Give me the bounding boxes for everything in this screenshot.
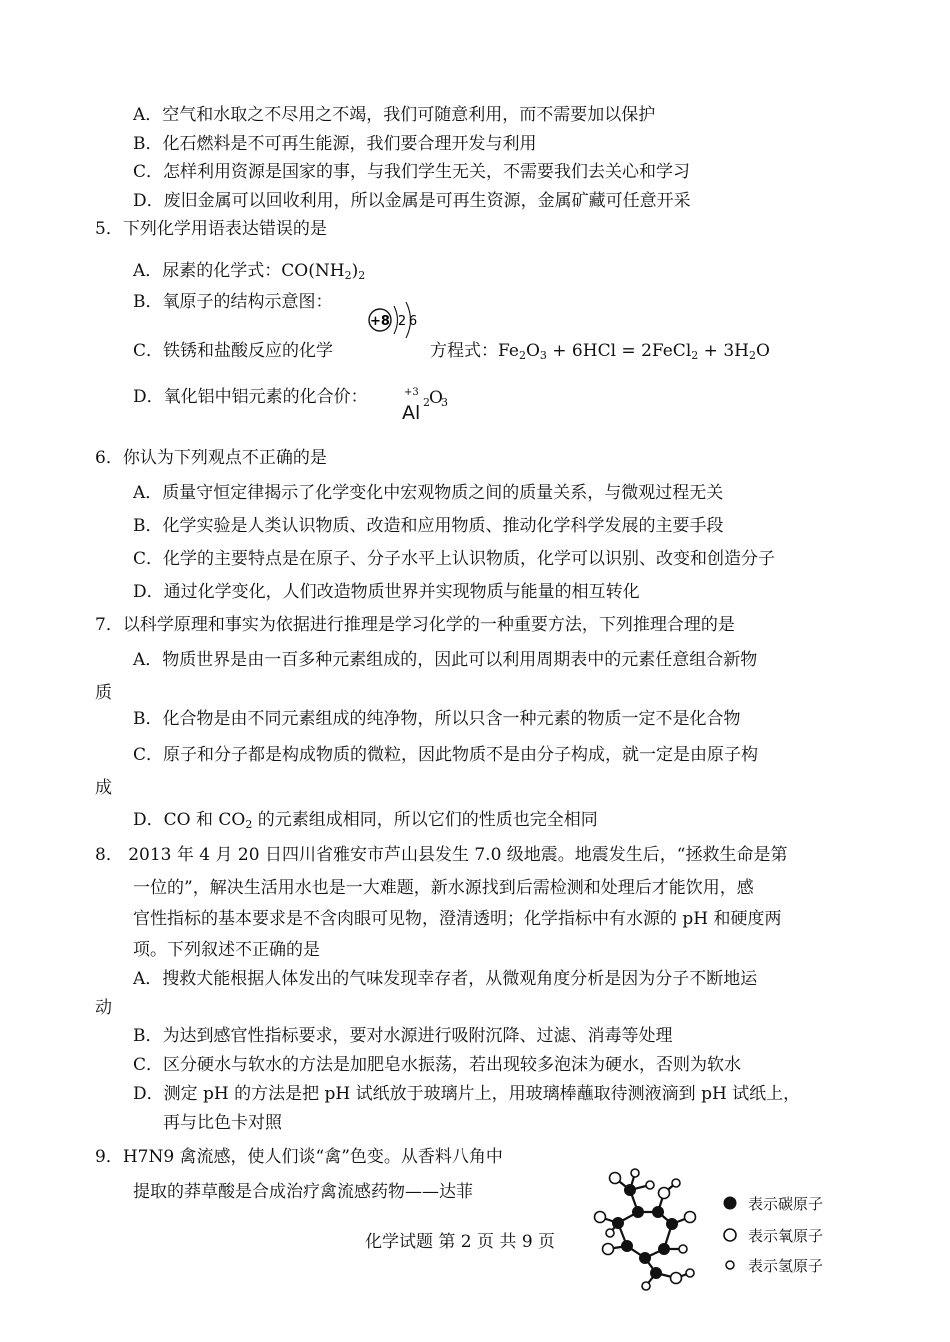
eq-sub: 2 (748, 349, 756, 362)
carbon-atom-icon (722, 1195, 738, 1211)
oxygen-atom-icon (722, 1227, 738, 1243)
valence-label: +3 (404, 387, 419, 398)
al-symbol: Al (402, 402, 421, 424)
q7-d-sub: 2 (245, 818, 253, 831)
q6-option-c: C．化学的主要特点是在原子、分子水平上认识物质，化学可以识别、改变和创造分子 (133, 549, 776, 569)
q5-option-b: B．氧原子的结构示意图： (133, 292, 333, 312)
q8-option-d-line1: D．测定 pH 的方法是把 pH 试纸放于玻璃片上，用玻璃棒蘸取待测液滴到 pH 试纸上， (133, 1084, 801, 1104)
q7-option-c-line2: 成 (95, 778, 112, 798)
o-sub: 3 (441, 396, 448, 409)
q8-stem-line1: 8． 2013 年 4 月 20 日四川省雅安市芦山县发生 7.0 级地震。地震发生后，“拯救生命是第 (95, 845, 788, 865)
q5-option-a (133, 259, 365, 288)
q7-option-a-line2: 质 (95, 683, 112, 703)
eq-part: + 3H (698, 341, 749, 361)
q6-option-a: A．质量守恒定律揭示了化学变化中宏观物质之间的质量关系，与微观过程无关 (133, 483, 724, 503)
q8-option-a-line2: 动 (95, 998, 112, 1018)
legend-carbon: 表示碳原子 (748, 1195, 824, 1213)
q5-a-end: ) (351, 261, 359, 281)
q6-stem: 6．你认为下列观点不正确的是 (95, 448, 327, 468)
q5-a-sub: 2 (344, 269, 352, 282)
q5-d-formula (402, 387, 462, 427)
q5-stem: 5．下列化学用语表达错误的是 (95, 219, 327, 239)
q4-option-c: C．怎样利用资源是国家的事，与我们学生无关，不需要我们去关心和学习 (133, 162, 691, 182)
q8-stem-line2: 一位的”，解决生活用水也是一大难题，新水源找到后需检测和处理后才能饮用，感 (133, 878, 754, 898)
eq-sub: 2 (691, 349, 699, 362)
q7-stem: 7．以科学原理和事实为依据进行推理是学习化学的一种重要方法，下列推理合理的是 (95, 615, 735, 635)
page-footer: 化学试题 第 2 页 共 9 页 (365, 1232, 556, 1252)
q7-option-a-line1: A．物质世界是由一百多种元素组成的，因此可以利用周期表中的元素任意组合新物 (133, 650, 758, 670)
q5-option-d: D．氧化铝中铝元素的化合价： (133, 387, 368, 407)
q8-option-b: B．为达到感官性指标要求，要对水源进行吸附沉降、过滤、消毒等处理 (133, 1026, 673, 1046)
q6-option-b: B．化学实验是人类认识物质、改造和应用物质、推动化学科学发展的主要手段 (133, 516, 724, 536)
atom-shell-1-count: 2 (397, 314, 407, 329)
q9-stem-line1: 9．H7N9 禽流感，使人们谈“禽”色变。从香料八角中 (95, 1147, 503, 1167)
q5-a-sub2: 2 (358, 269, 366, 282)
q8-option-d-line2: 再与比色卡对照 (163, 1113, 282, 1133)
legend-oxygen: 表示氧原子 (748, 1227, 824, 1245)
q9-stem-line2: 提取的莽草酸是合成治疗禽流感药物——达菲 (133, 1182, 473, 1202)
eq-part: + 6HCl = 2FeCl (546, 341, 692, 361)
q8-option-a-line1: A．搜救犬能根据人体发出的气味发现幸存者，从微观角度分析是因为分子不断地运 (133, 969, 758, 989)
q8-stem-line3: 官性指标的基本要求是不含肉眼可见物，澄清透明；化学指标中有水源的 pH 和硬度两 (133, 909, 782, 929)
q5-option-c: C．铁锈和盐酸反应的化学 (133, 341, 334, 361)
o-symbol: O (429, 388, 443, 408)
eq-part: 方程式：Fe (430, 341, 519, 361)
q4-option-b: B．化石燃料是不可再生能源，我们要合理开发与利用 (133, 134, 537, 154)
eq-sub: 3 (539, 349, 547, 362)
q6-option-d: D．通过化学变化，人们改造物质世界并实现物质与能量的相互转化 (133, 582, 640, 602)
q8-option-c: C．区分硬水与软水的方法是加肥皂水振荡，若出现较多泡沫为硬水，否则为软水 (133, 1055, 742, 1075)
hydrogen-atom-icon (722, 1257, 738, 1273)
shikimic-acid-molecule-model (590, 1163, 720, 1293)
q4-option-a: A．空气和水取之不尽用之不竭，我们可随意利用，而不需要加以保护 (133, 105, 656, 125)
q7-option-b: B．化合物是由不同元素组成的纯净物，所以只含一种元素的物质一定不是化合物 (133, 709, 741, 729)
q4-option-d: D．废旧金属可以回收利用，所以金属是可再生资源，金属矿藏可任意开采 (133, 191, 691, 211)
eq-part: O (755, 341, 770, 361)
q7-option-d (133, 808, 598, 837)
oxygen-atom-diagram (366, 294, 426, 338)
legend-hydrogen: 表示氢原子 (748, 1257, 824, 1275)
q7-d-post: 的元素组成相同，所以它们的性质也完全相同 (252, 810, 598, 830)
q7-d-pre: D．CO 和 CO (133, 810, 246, 830)
eq-sub: 2 (518, 349, 526, 362)
q5-c-equation (430, 339, 770, 368)
q7-option-c-line1: C．原子和分子都是构成物质的微粒，因此物质不是由分子构成，就一定是由原子构 (133, 745, 759, 765)
atom-nucleus-label: +8 (370, 314, 390, 329)
atom-shell-2-count: 6 (408, 314, 418, 329)
q8-stem-line4: 项。下列叙述不正确的是 (133, 940, 320, 960)
eq-part: O (525, 341, 540, 361)
al-sub: 2 (423, 396, 430, 409)
q5-a-text: A．尿素的化学式：CO(NH (133, 261, 345, 281)
